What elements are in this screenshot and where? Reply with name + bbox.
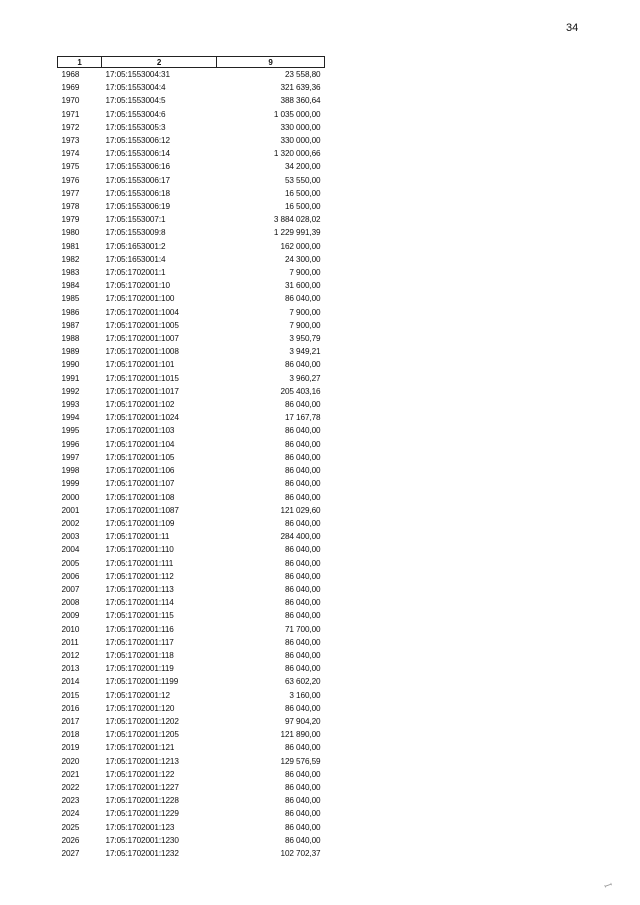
row-number: 1980	[61, 228, 80, 238]
cadastral-number: 17:05:1702001:122	[105, 769, 175, 779]
table-row	[58, 649, 325, 662]
table-row	[58, 623, 325, 636]
table-row	[58, 174, 325, 187]
row-number: 2004	[61, 545, 80, 555]
table-row	[58, 477, 325, 490]
value-cell: 71 700,00	[284, 624, 321, 634]
table-row	[58, 702, 325, 715]
row-number: 2003	[61, 532, 80, 542]
value-cell: 86 040,00	[284, 822, 321, 832]
cadastral-number: 17:05:1702001:1199	[105, 677, 179, 687]
row-number: 1970	[61, 96, 80, 106]
cadastral-number: 17:05:1553004:6	[105, 109, 166, 119]
cadastral-number: 17:05:1553004:5	[105, 96, 166, 106]
value-cell: 7 900,00	[289, 320, 321, 330]
value-cell: 86 040,00	[284, 571, 321, 581]
cadastral-number: 17:05:1702001:100	[105, 294, 175, 304]
row-number: 2012	[61, 650, 80, 660]
value-cell: 86 040,00	[284, 809, 321, 819]
cadastral-number: 17:05:1702001:113	[105, 584, 174, 594]
value-cell: 3 884 028,02	[273, 215, 321, 225]
row-number: 2002	[61, 518, 80, 528]
cadastral-number: 17:05:1553004:4	[105, 83, 166, 93]
row-number: 2000	[61, 492, 80, 502]
value-cell: 7 900,00	[289, 268, 321, 278]
cadastral-number: 17:05:1553007:1	[105, 215, 166, 225]
value-cell: 162 000,00	[280, 241, 321, 251]
table-row	[58, 279, 325, 292]
row-number: 2010	[61, 624, 80, 634]
table-row	[58, 134, 325, 147]
row-number: 2005	[61, 558, 80, 568]
cadastral-number: 17:05:1702001:1227	[105, 782, 179, 792]
table-row	[58, 847, 325, 860]
cadastral-number: 17:05:1702001:102	[105, 400, 175, 410]
row-number: 1994	[61, 413, 80, 423]
table-row	[58, 332, 325, 345]
value-cell: 330 000,00	[280, 136, 321, 146]
table-row	[58, 372, 325, 385]
cadastral-number: 17:05:1653001:2	[105, 241, 166, 251]
cadastral-number: 17:05:1702001:1004	[105, 307, 179, 317]
table-row	[58, 821, 325, 834]
row-number: 2021	[61, 769, 80, 779]
value-cell: 129 576,59	[280, 756, 321, 766]
value-cell: 86 040,00	[284, 400, 321, 410]
corner-scribble: ꟷ	[602, 879, 615, 893]
table-row	[58, 292, 325, 305]
value-cell: 86 040,00	[284, 650, 321, 660]
table-row	[58, 358, 325, 371]
row-number: 1986	[61, 307, 80, 317]
cadastral-number: 17:05:1553006:16	[105, 162, 170, 172]
data-table	[57, 56, 325, 860]
table-row	[58, 160, 325, 173]
cadastral-number: 17:05:1553006:18	[105, 188, 170, 198]
table-row	[58, 94, 325, 107]
cadastral-number: 17:05:1702001:1213	[105, 756, 179, 766]
value-cell: 16 500,00	[284, 188, 321, 198]
row-number: 2025	[61, 822, 80, 832]
cadastral-number: 17:05:1702001:1087	[105, 505, 179, 515]
table-row	[58, 530, 325, 543]
value-cell: 31 600,00	[284, 281, 321, 291]
value-cell: 86 040,00	[284, 598, 321, 608]
row-number: 1987	[61, 320, 80, 330]
row-number: 1978	[61, 202, 80, 212]
cadastral-number: 17:05:1553006:14	[105, 149, 170, 159]
row-number: 1999	[61, 479, 80, 489]
value-cell: 86 040,00	[284, 703, 321, 713]
row-number: 2016	[61, 703, 80, 713]
value-cell: 17 167,78	[284, 413, 321, 423]
cadastral-number: 17:05:1702001:1015	[105, 373, 179, 383]
value-cell: 86 040,00	[284, 769, 321, 779]
row-number: 2019	[61, 743, 80, 753]
cadastral-number: 17:05:1553009:8	[105, 228, 166, 238]
cadastral-number: 17:05:1702001:118	[105, 650, 174, 660]
table-row	[58, 253, 325, 266]
value-cell: 86 040,00	[284, 835, 321, 845]
value-cell: 23 558,80	[284, 70, 321, 79]
header-col-1: 1	[58, 57, 102, 68]
value-cell: 24 300,00	[284, 254, 321, 264]
cadastral-number: 17:05:1702001:11	[105, 532, 170, 542]
cadastral-number: 17:05:1702001:110	[105, 545, 174, 555]
table-row	[58, 807, 325, 820]
value-cell: 284 400,00	[280, 532, 321, 542]
row-number: 1988	[61, 334, 80, 344]
table-row	[58, 570, 325, 583]
table-row	[58, 794, 325, 807]
cadastral-number: 17:05:1702001:1017	[105, 386, 179, 396]
row-number: 2014	[61, 677, 80, 687]
cadastral-number: 17:05:1553005:3	[105, 122, 166, 132]
value-cell: 16 500,00	[284, 202, 321, 212]
value-cell: 1 229 991,39	[273, 228, 321, 238]
table-row	[58, 596, 325, 609]
table-row	[58, 121, 325, 134]
table-row	[58, 147, 325, 160]
cadastral-number: 17:05:1702001:105	[105, 452, 175, 462]
row-number: 1997	[61, 452, 80, 462]
row-number: 2022	[61, 782, 80, 792]
table-row	[58, 451, 325, 464]
cadastral-number: 17:05:1702001:1229	[105, 809, 179, 819]
value-cell: 86 040,00	[284, 584, 321, 594]
table-row	[58, 636, 325, 649]
row-number: 1975	[61, 162, 80, 172]
cadastral-number: 17:05:1653001:4	[105, 254, 166, 264]
row-number: 1991	[61, 373, 80, 383]
row-number: 1985	[61, 294, 80, 304]
row-number: 1996	[61, 439, 80, 449]
header-col-9: 9	[217, 57, 325, 68]
row-number: 1989	[61, 347, 80, 357]
value-cell: 121 029,60	[280, 505, 321, 515]
row-number: 1983	[61, 268, 80, 278]
cadastral-number: 17:05:1702001:121	[105, 743, 175, 753]
table-row	[58, 398, 325, 411]
cadastral-number: 17:05:1553006:17	[105, 175, 170, 185]
cadastral-number: 17:05:1702001:106	[105, 466, 175, 476]
cadastral-number: 17:05:1702001:109	[105, 518, 175, 528]
value-cell: 86 040,00	[284, 545, 321, 555]
cadastral-number: 17:05:1702001:115	[105, 611, 174, 621]
table-row	[58, 464, 325, 477]
table-row	[58, 240, 325, 253]
value-cell: 86 040,00	[284, 637, 321, 647]
table-row	[58, 345, 325, 358]
row-number: 2026	[61, 835, 80, 845]
row-number: 2001	[61, 505, 80, 515]
row-number: 2011	[61, 637, 79, 647]
table-row	[58, 741, 325, 754]
table-row	[58, 781, 325, 794]
cadastral-number: 17:05:1702001:119	[105, 664, 174, 674]
cadastral-number: 17:05:1702001:10	[105, 281, 170, 291]
page-number: 34	[566, 22, 579, 34]
value-cell: 86 040,00	[284, 466, 321, 476]
value-cell: 205 403,16	[280, 386, 321, 396]
cadastral-number: 17:05:1702001:1007	[105, 334, 179, 344]
table-row	[58, 662, 325, 675]
row-number: 2007	[61, 584, 80, 594]
table-row	[58, 583, 325, 596]
cadastral-number: 17:05:1702001:1202	[105, 716, 179, 726]
header-col-2: 2	[102, 57, 217, 68]
row-number: 2006	[61, 571, 80, 581]
table-row	[58, 411, 325, 424]
table-row	[58, 834, 325, 847]
row-number: 2020	[61, 756, 80, 766]
table-row	[58, 517, 325, 530]
row-number: 1979	[61, 215, 80, 225]
table-row	[58, 108, 325, 121]
row-number: 2008	[61, 598, 80, 608]
value-cell: 86 040,00	[284, 664, 321, 674]
value-cell: 86 040,00	[284, 479, 321, 489]
value-cell: 97 904,20	[284, 716, 321, 726]
table-row	[58, 689, 325, 702]
value-cell: 86 040,00	[284, 439, 321, 449]
value-cell: 330 000,00	[280, 122, 321, 132]
value-cell: 3 160,00	[289, 690, 321, 700]
value-cell: 1 320 000,66	[273, 149, 321, 159]
table-row	[58, 768, 325, 781]
table-body	[58, 68, 325, 861]
value-cell: 7 900,00	[289, 307, 321, 317]
row-number: 1974	[61, 149, 80, 159]
row-number: 2024	[61, 809, 80, 819]
cadastral-number: 17:05:1702001:104	[105, 439, 175, 449]
row-number: 2027	[61, 848, 80, 858]
cadastral-number: 17:05:1702001:103	[105, 426, 175, 436]
table-row	[58, 491, 325, 504]
value-cell: 3 949,21	[289, 347, 321, 357]
row-number: 1981	[61, 241, 80, 251]
table-row	[58, 438, 325, 451]
table-row	[58, 557, 325, 570]
table-row	[58, 319, 325, 332]
row-number: 2023	[61, 796, 80, 806]
cadastral-number: 17:05:1702001:111	[105, 558, 174, 568]
cadastral-number: 17:05:1702001:116	[105, 624, 174, 634]
row-number: 1968	[61, 70, 80, 79]
cadastral-number: 17:05:1702001:108	[105, 492, 175, 502]
cadastral-number: 17:05:1702001:1205	[105, 730, 179, 740]
row-number: 1977	[61, 188, 80, 198]
cadastral-number: 17:05:1702001:117	[105, 637, 174, 647]
value-cell: 86 040,00	[284, 294, 321, 304]
cadastral-number: 17:05:1702001:1008	[105, 347, 179, 357]
value-cell: 86 040,00	[284, 426, 321, 436]
table-row	[58, 424, 325, 437]
row-number: 1971	[61, 109, 80, 119]
value-cell: 86 040,00	[284, 518, 321, 528]
value-cell: 53 550,00	[284, 175, 321, 185]
row-number: 1995	[61, 426, 80, 436]
table-row	[58, 226, 325, 239]
value-cell: 1 035 000,00	[273, 109, 321, 119]
cadastral-number: 17:05:1702001:114	[105, 598, 174, 608]
cadastral-number: 17:05:1553004:31	[105, 70, 170, 79]
value-cell: 3 960,27	[289, 373, 321, 383]
row-number: 1993	[61, 400, 80, 410]
value-cell: 86 040,00	[284, 360, 321, 370]
value-cell: 388 360,64	[280, 96, 321, 106]
value-cell: 86 040,00	[284, 796, 321, 806]
row-number: 1990	[61, 360, 80, 370]
row-number: 1992	[61, 386, 80, 396]
row-number: 2015	[61, 690, 80, 700]
cadastral-number: 17:05:1553006:19	[105, 202, 170, 212]
row-number: 2013	[61, 664, 80, 674]
row-number: 1969	[61, 83, 80, 93]
cadastral-number: 17:05:1702001:1	[105, 268, 166, 278]
cadastral-number: 17:05:1702001:120	[105, 703, 175, 713]
table-row	[58, 187, 325, 200]
table-row	[58, 266, 325, 279]
cadastral-number: 17:05:1702001:1232	[105, 848, 179, 858]
table-row	[58, 504, 325, 517]
row-number: 2017	[61, 716, 80, 726]
cadastral-number: 17:05:1553006:12	[105, 136, 170, 146]
value-cell: 86 040,00	[284, 782, 321, 792]
cadastral-number: 17:05:1702001:123	[105, 822, 175, 832]
table-row	[58, 728, 325, 741]
row-number: 1982	[61, 254, 80, 264]
row-number: 2009	[61, 611, 80, 621]
row-number: 1998	[61, 466, 80, 476]
table-row	[58, 81, 325, 94]
cadastral-number: 17:05:1702001:1230	[105, 835, 179, 845]
cadastral-number: 17:05:1702001:1005	[105, 320, 179, 330]
cadastral-number: 17:05:1702001:1024	[105, 413, 179, 423]
value-cell: 34 200,00	[284, 162, 321, 172]
table-row	[58, 306, 325, 319]
table-row	[58, 68, 325, 82]
value-cell: 3 950,79	[289, 334, 321, 344]
table-row	[58, 543, 325, 556]
value-cell: 86 040,00	[284, 611, 321, 621]
table-row	[58, 715, 325, 728]
row-number: 2018	[61, 730, 80, 740]
value-cell: 321 639,36	[280, 83, 321, 93]
cadastral-number: 17:05:1702001:12	[105, 690, 170, 700]
value-cell: 63 602,20	[284, 677, 321, 687]
cadastral-number: 17:05:1702001:101	[105, 360, 175, 370]
table-row	[58, 609, 325, 622]
row-number: 1972	[61, 122, 80, 132]
table-header-row	[58, 57, 325, 68]
cadastral-number: 17:05:1702001:1228	[105, 796, 179, 806]
value-cell: 102 702,37	[280, 848, 321, 858]
cadastral-number: 17:05:1702001:112	[105, 571, 174, 581]
value-cell: 86 040,00	[284, 743, 321, 753]
row-number: 1973	[61, 136, 80, 146]
table-row	[58, 213, 325, 226]
table-row	[58, 755, 325, 768]
row-number: 1976	[61, 175, 80, 185]
value-cell: 86 040,00	[284, 558, 321, 568]
value-cell: 121 890,00	[280, 730, 321, 740]
cadastral-number: 17:05:1702001:107	[105, 479, 175, 489]
value-cell: 86 040,00	[284, 492, 321, 502]
table-row	[58, 675, 325, 688]
table-row	[58, 385, 325, 398]
value-cell: 86 040,00	[284, 452, 321, 462]
table-row	[58, 200, 325, 213]
row-number: 1984	[61, 281, 80, 291]
